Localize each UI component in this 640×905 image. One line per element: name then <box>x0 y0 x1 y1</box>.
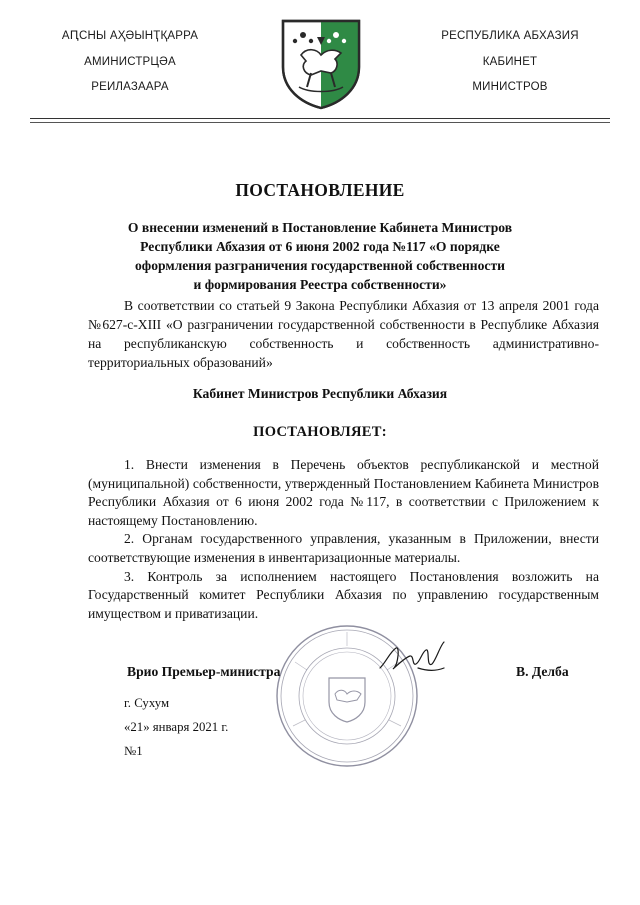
header-divider-thin <box>30 122 610 123</box>
header-russian <box>410 24 610 101</box>
header-right-line: РЕСПУБЛИКА АБХАЗИЯ <box>441 30 579 42</box>
preamble-paragraph: В соответствии со статьей 9 Закона Республики Абхазия от 13 апреля 2001 года №627-с-XIII «О разграничении государственной собственности в Республике Абхазия на республиканскую собственность и собственность административно-территориальных образований» <box>88 298 599 370</box>
subject-line: Республики Абхазия от 6 июня 2002 года №117 «О порядке <box>140 239 500 254</box>
document-subject <box>100 218 540 294</box>
header-left-line: АԤСНЫ АҲӘЫНҬҚАРРА <box>61 30 199 42</box>
subject-line: оформления разграничения государственной собственности <box>135 258 505 273</box>
resolves-heading: ПОСТАНОВЛЯЕТ: <box>253 424 387 440</box>
header-left-line: АМИНИСТРЦӘА <box>84 55 176 68</box>
subject-line: О внесении изменений в Постановление Кабинета Министров <box>127 220 513 235</box>
resolution-items <box>88 456 599 623</box>
header-divider <box>30 118 610 119</box>
document-number: №1 <box>124 744 143 758</box>
coat-of-arms-emblem <box>273 15 369 111</box>
resolution-item: 1. Внести изменения в Перечень объектов республиканской и местной (муниципальной) собственности, утвержденный Постановлением Кабинета Министров Республики Абхазия от 6 июня 2002 года №117, в соответствии с Приложением к настоящему Постановлению. <box>88 457 599 528</box>
signatory-name: В. Делба <box>516 664 569 679</box>
header-right-line: КАБИНЕТ <box>482 55 538 68</box>
issuing-body: Кабинет Министров Республики Абхазия <box>192 386 448 401</box>
resolution-item: 3. Контроль за исполнением настоящего Постановления возложить на Государственный комитет Республики Абхазия по управлению государственным имуществом и приватизации. <box>88 568 599 621</box>
header-left-line: РЕИЛАЗААРА <box>91 81 169 93</box>
resolution-item: 2. Органам государственного управления, указанным в Приложении, внести соответствующие изменения в инвентаризационные материалы. <box>88 531 599 565</box>
handwritten-signature <box>378 638 448 678</box>
issue-date: «21» января 2021 г. <box>124 720 229 734</box>
header-abkhaz <box>30 24 230 101</box>
issue-place: г. Сухум <box>124 696 170 710</box>
signatory-position: Врио Премьер-министра <box>127 664 281 679</box>
header-right-line: МИНИСТРОВ <box>472 81 548 93</box>
subject-line: и формирования Реестра собственности» <box>193 277 447 292</box>
document-title: ПОСТАНОВЛЕНИЕ <box>235 180 405 200</box>
